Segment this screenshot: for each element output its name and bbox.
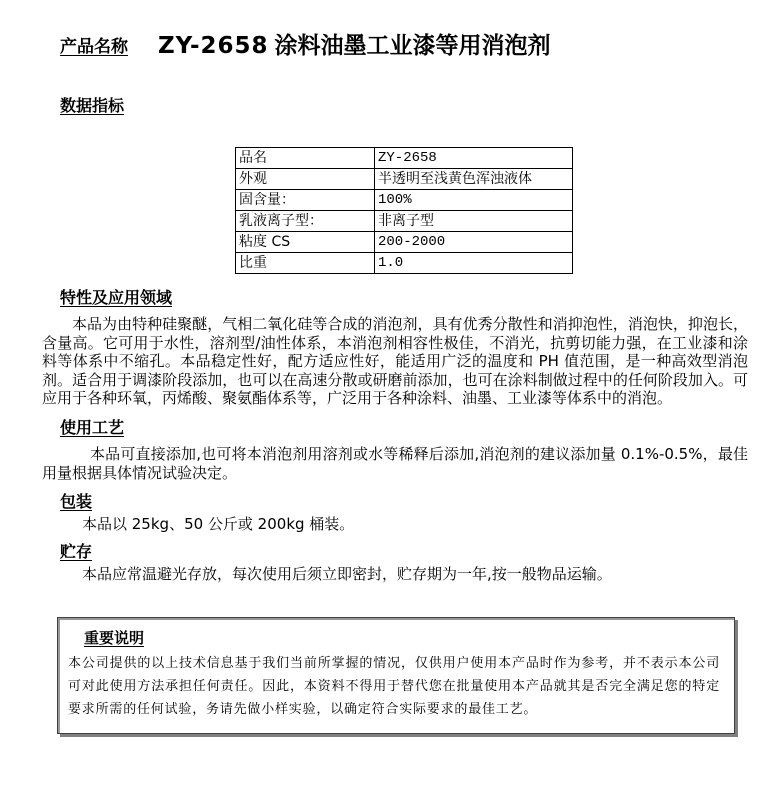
important-notice-box bbox=[57, 617, 735, 734]
spec-value-cell: 非离子型 bbox=[375, 211, 573, 232]
usage-paragraph: 本品可直接添加,也可将本消泡剂用溶剂或水等稀释后添加,消泡剂的建议添加量 0.1%-0.5%，最佳用量根据具体情况试验决定。 bbox=[42, 444, 748, 482]
section-heading-spec: 数据指标 bbox=[60, 96, 125, 115]
spec-label-cell: 品名 bbox=[236, 148, 375, 169]
table-row bbox=[236, 211, 573, 232]
section-heading-usage: 使用工艺 bbox=[60, 417, 125, 437]
section-heading-storage: 贮存 bbox=[60, 541, 93, 561]
spec-label-cell: 乳液离子型： bbox=[236, 211, 375, 232]
section-heading-features: 特性及应用领域 bbox=[60, 288, 173, 307]
packaging-text: 本品以 25kg、50 公斤或 200kg 桶装。 bbox=[82, 515, 355, 534]
spec-value-cell: 半透明至浅黄色浑浊液体 bbox=[375, 169, 573, 190]
section-heading-packaging: 包装 bbox=[60, 492, 93, 512]
page-title bbox=[158, 33, 551, 59]
storage-text: 本品应常温避光存放，每次使用后须立即密封，贮存期为一年,按一般物品运输。 bbox=[82, 564, 612, 583]
spec-label-cell: 外观 bbox=[236, 169, 375, 190]
table-row bbox=[236, 253, 573, 274]
spec-value-cell: 100% bbox=[375, 190, 573, 211]
spec-value-cell: ZY-2658 bbox=[375, 148, 573, 169]
spec-value-cell: 200-2000 bbox=[375, 232, 573, 253]
spec-label-cell: 固含量： bbox=[236, 190, 375, 211]
spec-value-cell: 1.0 bbox=[375, 253, 573, 274]
notice-body: 本公司提供的以上技术信息基于我们当前所掌握的情况，仅供用户使用本产品时作为参考，并不表示本公司可对此使用方法承担任何责任。因此，本资料不得用于替代您在批量使用本产品就其是否完全满足您的特定要求所需的任何试验，务请先做小样实验，以确定符合实际要求的最佳工艺。 bbox=[68, 656, 720, 718]
spec-label-cell: 粘度 CS bbox=[236, 232, 375, 253]
product-name-label: 产品名称 bbox=[60, 37, 128, 57]
document-header bbox=[60, 0, 781, 59]
product-title-text: 涂料油墨工业漆等用消泡剂 bbox=[274, 33, 551, 59]
table-row bbox=[236, 232, 573, 253]
table-row bbox=[236, 190, 573, 211]
notice-heading: 重要说明 bbox=[84, 629, 145, 648]
table-row bbox=[236, 169, 573, 190]
table-row bbox=[236, 148, 573, 169]
spec-table bbox=[235, 147, 573, 274]
spec-label-cell: 比重 bbox=[236, 253, 375, 274]
product-code: ZY-2658 bbox=[158, 33, 269, 59]
features-paragraph: 本品为由特种硅聚醚，气相二氧化硅等合成的消泡剂，具有优秀分散性和消抑泡性，消泡快，抑泡长，含量高。它可用于水性，溶剂型/油性体系，本消泡剂相容性极佳，不消光，抗剪切能力强，在工业漆和涂料等体系中不缩孔。本品稳定性好，配方适应性好，能适用广泛的温度和 PH 值范围，是一种高效型消泡剂。适合用于调漆阶段添加，也可以在高速分散或研磨前添加，也可在涂料制做过程中的任何阶段加入。可应用于各种环氧，丙烯酸、聚氨酯体系等，广泛用于各种涂料、油墨、工业漆等体系中的消泡。 bbox=[42, 315, 748, 408]
